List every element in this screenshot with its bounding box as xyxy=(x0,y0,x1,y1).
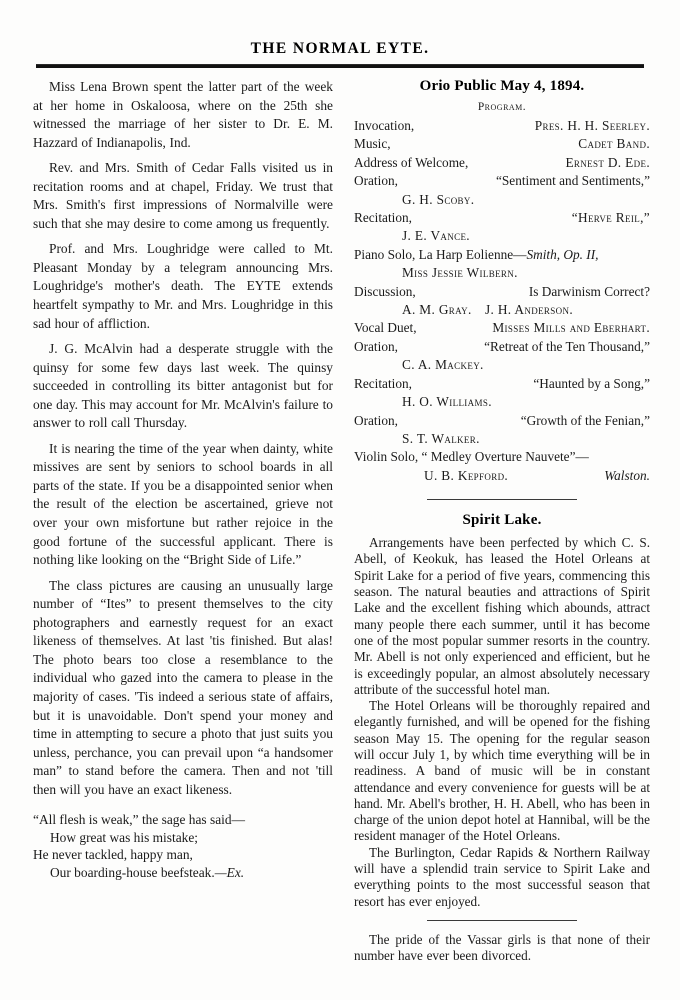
left-paragraph: Rev. and Mrs. Smith of Cedar Falls visited us in recitation rooms and at chapel, Friday. We trust that Mrs. Smith's first impressions of Normalville were such that she may desire to come among us frequently. xyxy=(33,160,333,231)
program-item-label: Recitation, xyxy=(354,375,412,391)
spirit-lake-body xyxy=(354,535,650,910)
program-performer xyxy=(354,264,650,282)
program-item-label: Invocation, xyxy=(354,118,415,133)
program-item-value: “Haunted by a Song,” xyxy=(533,375,650,391)
program-performer-credit xyxy=(354,467,650,485)
poem-line: How great was his mistake; xyxy=(50,829,199,845)
program-row xyxy=(354,338,650,356)
program-section-title: Orio Public May 4, 1894. xyxy=(419,78,585,94)
closing-note-block xyxy=(354,932,650,965)
left-paragraph: Prof. and Mrs. Loughridge were called to Mt. Pleasant Monday by a telegram announcing Mrs. Loughridge's mother's death. The EYTE extends heartfelt sympathy to Mr. and Mrs. Loughridge in this sad hour of affliction. xyxy=(33,241,333,331)
program-row xyxy=(354,135,650,153)
spirit-lake-paragraph: The Hotel Orleans will be thoroughly repaired and elegantly furnished, and will be opened for the fishing season May 15. The opening for the regular season will occur July 1, by which time everything will be in readiness. A band of music will be in constant attendance and every convenience for guests will be at hand. Mr. Abell's brother, H. H. Abell, who has been in charge of the union depot hotel at Hannibal, will be the resident manager of the Hotel Orleans. xyxy=(354,698,650,844)
program-performer-pair xyxy=(354,301,650,319)
program-item-value: “Herve Reil,” xyxy=(571,210,650,226)
program-item-value: Is Darwinism Correct? xyxy=(528,283,650,299)
left-paragraph: The class pictures are causing an unusually large number of “Ites” to present themselves to the city photographers and earnestly request for an exact likeness of themselves. At last 'tis finished. But alas! The photo bears too close a resemblance to the individual who gazed into the camera to please in the majority of cases. 'Tis indeed a serious state of affairs, but it is unavoidable. Don't spend your money and time in attempting to secure a photo that just suits you unless, perchance, you can prevail upon “a handsomer man” to stand before the camera. Then and not 'till then will you have an exact likeness. xyxy=(33,577,333,797)
program-performer-name: A. M. Gray. xyxy=(402,302,472,318)
program-performer-name: S. T. Walker. xyxy=(402,430,480,446)
program-performer-name: C. A. Mackey. xyxy=(402,357,484,373)
spirit-lake-paragraph: The Burlington, Cedar Rapids & Northern Railway will have a splendid train service to Spirit Lake and everything points to the most successful season that resort has ever enjoyed. xyxy=(354,844,650,909)
program-item-value: Cadet Band. xyxy=(578,136,650,152)
program-performer-name: U. B. Kepford. xyxy=(424,467,509,483)
masthead-divider-rule xyxy=(36,64,644,68)
section-divider-rule xyxy=(427,499,577,500)
program-item-label: Oration, xyxy=(354,338,398,354)
program-item-label: Discussion, xyxy=(354,283,416,299)
masthead-title: THE NORMAL EYTE. xyxy=(250,40,430,57)
program-row xyxy=(354,412,650,430)
poem-line: “All flesh is weak,” the sage has said— xyxy=(33,812,245,828)
program-row xyxy=(354,154,650,172)
program-performer-name: Miss Jessie Wilbern. xyxy=(402,265,518,281)
program-item-value: “Growth of the Fenian,” xyxy=(520,412,650,428)
poem-line-text: Our boarding-house beefsteak. xyxy=(50,865,215,881)
left-paragraph: Miss Lena Brown spent the latter part of the week at her home in Oskaloosa, where on the 25th she witnessed the marriage of her sister to Dr. E. M. Hazzard of Indianapolis, Ind. xyxy=(33,79,333,150)
program-item-label: Music, xyxy=(354,136,391,152)
program-subtitle: Program. xyxy=(477,101,527,113)
program-performer xyxy=(354,191,650,209)
spirit-lake-title: Spirit Lake. xyxy=(462,512,542,529)
poem-line: He never tackled, happy man, xyxy=(33,847,193,863)
left-paragraph: J. G. McAlvin had a desperate struggle with the quinsy for some few days last week. The quinsy succeeded in controlling its bitter antagonist but for one day. This may account for Mr. McAlvin's failure to answer to roll call Thursday. xyxy=(33,341,333,431)
program-row xyxy=(354,375,650,393)
right-column xyxy=(354,78,650,965)
program-item-label: Recitation, xyxy=(354,210,412,226)
left-paragraph: It is nearing the time of the year when dainty, white missives are sent by seniors to school boards in all parts of the state. If you be a disappointed senior when the result of the election be ascertained, grieve not over your own misfortune but rather rejoice in the good fortune of the successful applicant. There is nothing like looking on the “Bright Side of Life.” xyxy=(33,440,333,568)
program-item-composer: Smith, Op. II, xyxy=(526,246,599,262)
left-column xyxy=(33,78,333,882)
poem xyxy=(33,811,333,881)
program-composer-credit: Walston. xyxy=(604,467,650,483)
closing-note: The pride of the Vassar girls is that none of their number have ever been divorced. xyxy=(354,931,650,964)
program-row xyxy=(354,448,650,466)
closing-divider-rule xyxy=(427,920,577,921)
program-item-label: Piano Solo, La Harp Eolienne— xyxy=(354,246,527,262)
program-performer xyxy=(354,430,650,448)
program-item-label: Address of Welcome, xyxy=(354,154,469,170)
program-item-label: Oration, xyxy=(354,412,398,428)
spirit-lake-paragraph: Arrangements have been perfected by which C. S. Abell, of Keokuk, has leased the Hotel Orleans at Spirit Lake for a period of five years, commencing this season. The natural beauties and attractions of Spirit Lake and the excellent fishing which abounds, attract many people there each summer, until it has become one of the most popular summer resorts in the country. Mr. Abell is not only experienced and efficient, but he is exceedingly popular, an almost absolutely necessary attribute of the successful hotel man. xyxy=(354,535,650,697)
poem-line-with-credit xyxy=(33,864,333,882)
program-list xyxy=(354,117,650,485)
program-performer-name: J. E. Vance. xyxy=(402,228,470,244)
program-row xyxy=(354,172,650,190)
program-row xyxy=(354,117,650,135)
program-item-value: Ernest D. Ede. xyxy=(565,154,650,170)
program-performer xyxy=(354,356,650,374)
program-performer xyxy=(354,227,650,245)
poem-credit: —Ex. xyxy=(214,865,245,881)
program-item-label: Vocal Duet, xyxy=(354,320,417,336)
program-row xyxy=(354,283,650,301)
program-item-label: Oration, xyxy=(354,173,398,189)
program-row xyxy=(354,209,650,227)
program-item-label: Violin Solo, “ Medley Overture Nauvete”— xyxy=(354,449,589,465)
program-performer-name: G. H. Scoby. xyxy=(402,191,475,207)
program-row xyxy=(354,319,650,337)
program-row xyxy=(354,246,650,264)
program-item-value: Pres. H. H. Seerley. xyxy=(534,118,650,133)
program-performer-name: H. O. Williams. xyxy=(402,394,492,410)
program-performer xyxy=(354,393,650,411)
masthead xyxy=(0,40,680,58)
program-item-value: Misses Mills and Eberhart. xyxy=(492,320,650,336)
program-performer-name: J. H. Anderson. xyxy=(484,302,574,318)
program-item-value: “Sentiment and Sentiments,” xyxy=(496,173,650,189)
program-item-value: “Retreat of the Ten Thousand,” xyxy=(484,338,650,354)
